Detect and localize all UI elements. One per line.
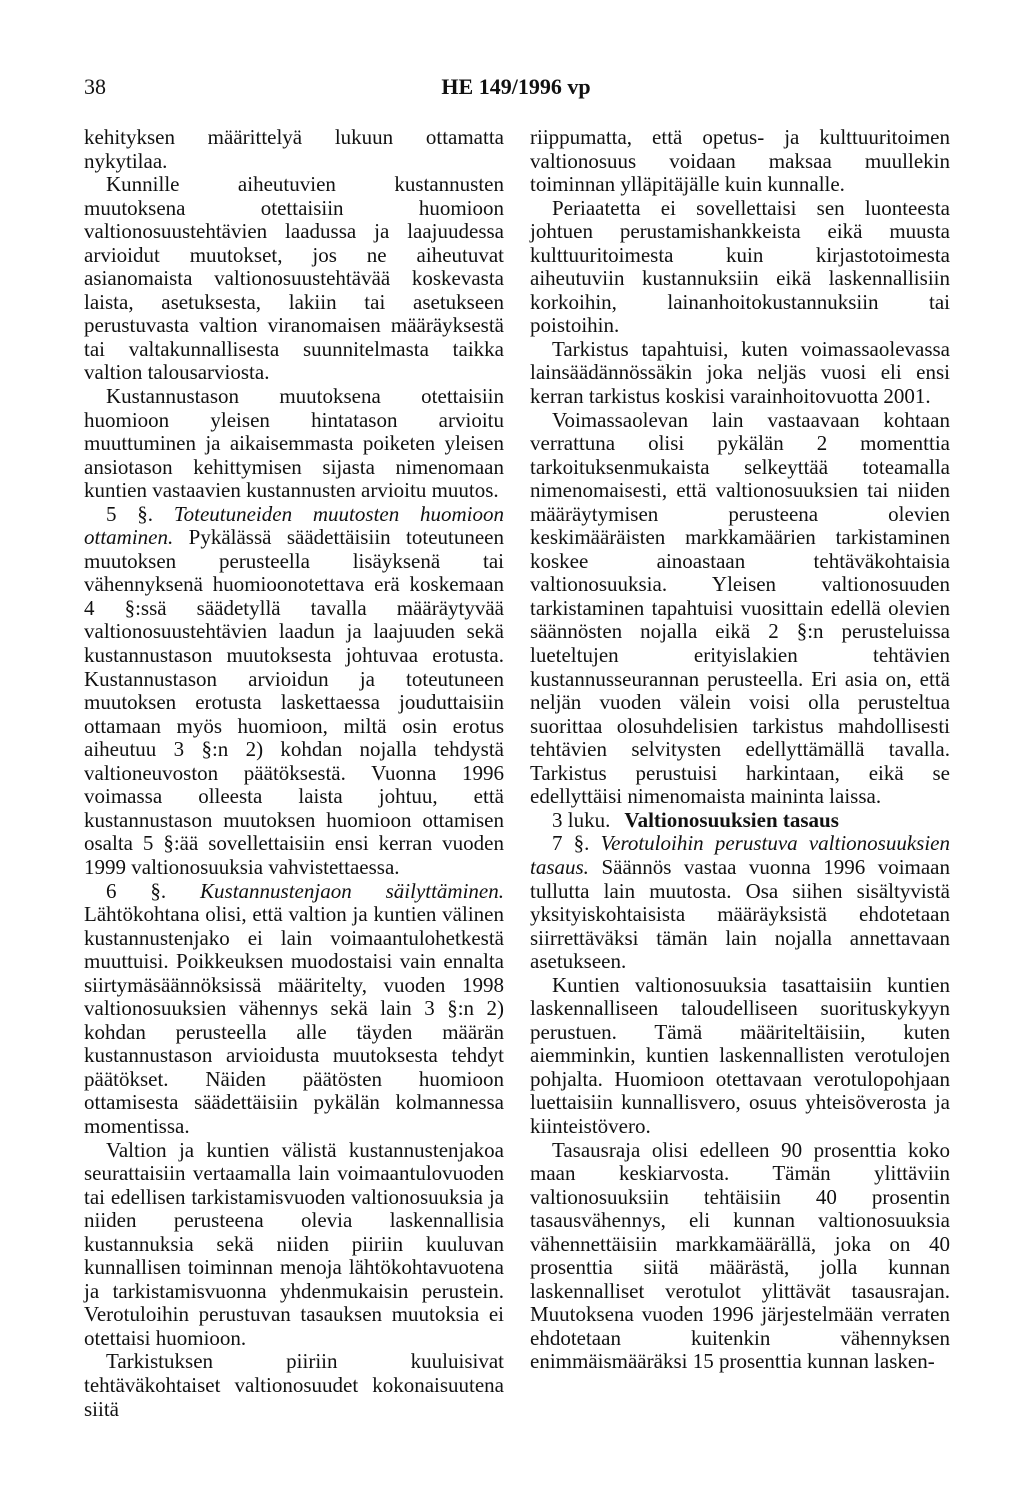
section-text: Pykälässä säädettäisiin toteutuneen muutoksen perusteella lisäyksenä tai vähennyksenä huomioonotettava erä koskemaan 4 §:ssä säädetyllä tavalla määräytyvää valtionosuustehtävien laadun ja laajuuden sekä kustannustason muutoksesta johtuvaa erotusta. Kustannustason arvioidun ja toteutuneen muutoksen erotusta laskettaessa jouduttaisiin ottamaan myös huomioon, miltä osin erotus aiheutuu 3 §:n 2) kohdan nojalla tehdystä valtioneuvoston päätöksestä. Vuonna 1996 voimassa olleesta laista johtuu, että kustannustason muutoksen huomioon ottamisen osalta 5 §:ää sovellettaisiin ensi kerran vuoden 1999 valtionosuuksia vahvistettaessa. <box>84 525 504 879</box>
section-paragraph <box>530 832 950 973</box>
paragraph: Periaatetta ei sovellettaisi sen luonteesta johtuen perustamishankkeista eikä muusta kulttuuritoimesta kuin kirjastotoimesta aiheutuviin kustannuksiin eikä laskennallisiin korkoihin, lainanhoitokustannuksiin tai poistoihin. <box>530 195 950 338</box>
paragraph: Kuntien valtionosuuksia tasattaisiin kuntien laskennalliseen taloudelliseen suorituskykyyn perustuen. Tämä määriteltäisiin, kuten aiemminkin, kuntien laskennallisten verotulojen pohjalta. Huomioon otettavaan verotulopohjaan luettaisiin kunnallisvero, osuus yhteisöverosta ja kiinteistövero. <box>530 972 950 1138</box>
paragraph: Tarkistuksen piiriin kuuluisivat tehtäväkohtaiset valtionosuudet kokonaisuutena siitä <box>84 1349 504 1421</box>
paragraph: Kustannustason muutoksena otettaisiin huomioon yleisen hintatason arvioitu muuttuminen ja aikaisemmasta poiketen yleisen ansiotason kehittymisen sijasta nimenomaan kuntien vastaavien kustannusten arvioitu muutos. <box>84 384 504 503</box>
chapter-number: 3 luku. <box>552 807 611 832</box>
section-text: Säännös vastaa vuonna 1996 voimaan tullutta lain muutosta. Osa siihen sisältyvistä yksityiskohtaisista määräyksistä ehdotetaan siirrettäväksi tämän lain nojalla annettavaan asetukseen. <box>530 854 951 974</box>
section-number: 6 §. <box>106 878 167 903</box>
left-column <box>84 126 504 1421</box>
paragraph: riippumatta, että opetus- ja kulttuuritoimen valtionosuus voidaan maksaa muullekin toiminnan ylläpitäjälle kuin kunnalle. <box>530 125 950 197</box>
page-header <box>84 74 948 104</box>
paragraph: Voimassaolevan lain vastaavaan kohtaan verrattuna olisi pykälän 2 momenttia tarkoituksenmukaista selkeyttää toteamalla nimenomaisesti, että valtionosuuksien tai niiden määräytymisen perusteena olevien keskimääräisten markkamäärien tarkistaminen koskee ainoastaan tehtäväkohtaisia valtionosuuksia. Yleisen valtionosuuden tarkistaminen tapahtuisi vuosittain edellä olevien säännösten nojalla eikä 2 §:n perusteluissa lueteltujen erityislakien tehtävien kustannusseurannan perusteella. Eri asia on, että neljän vuoden välein voisi olla perusteltua suorittaa olosuhdelisien tarkistus mahdollisesti tehtävien selvitysten edellyttämällä tavalla. Tarkistus perustuisi harkintaan, eikä se edellyttäisi nimenomaista maininta laissa. <box>530 407 950 809</box>
page-number: 38 <box>84 74 106 99</box>
section-number: 5 §. <box>106 501 154 526</box>
paragraph: Kunnille aiheutuvien kustannusten muutoksena otettaisiin huomioon valtionosuustehtävien laadussa ja laajuudessa arvioidut muutokset, jos ne aiheutuvat asianomaista valtionosuustehtävää koskevasta laista, asetuksesta, lakiin tai asetukseen perustuvasta valtion viranomaisen määräyksestä tai valtakunnallisesta suunnitelmasta taikka valtion talousarviosta. <box>84 172 504 385</box>
section-title: Verotuloihin perustuva valtionosuuksien tasaus. <box>530 831 951 879</box>
paragraph: Valtion ja kuntien välistä kustannustenjakoa seurattaisiin vertaamalla lain voimaantulovuoden tai edellisen tarkistamisvuoden valtionosuuksia ja niiden perusteena olevia laskennallisia kustannuksia sekä niiden piiriin kuuluvan kunnallisen toiminnan menoja lähtökohtavuotena ja tarkistamisvuonna yhdenmukaisin perustein. Verotuloihin perustuvan tasauksen muutoksia ei otettaisi huomioon. <box>84 1137 504 1350</box>
paragraph: Tarkistus tapahtuisi, kuten voimassaolevassa lainsäädännössäkin joka neljäs vuosi eli ensi kerran tarkistus koskisi varainhoitovuotta 2001. <box>530 336 950 409</box>
section-title: Kustannustenjaon säilyttäminen. <box>200 878 504 903</box>
chapter-title: Valtionosuuksien tasaus <box>624 807 839 832</box>
section-text: Lähtökohtana olisi, että valtion ja kuntien välinen kustannustenjako ei lain voimaantulohetkestä muuttuisi. Poikkeuksen muodostaisi vain ennalta siirtymäsäännöksissä määritelty, vuoden 1998 valtionosuuksien vähennys sekä lain 3 §:n 2) kohdan perusteella alle täyden määrän kustannustason arvioidusta muutoksesta tehdyt päätökset. Näiden päätösten huomioon ottamisesta säädettäisiin pykälän kolmannessa momentissa. <box>84 902 504 1138</box>
paragraph: kehityksen määrittelyä lukuun ottamatta nykytilaa. <box>84 125 504 173</box>
section-number: 7 §. <box>552 831 590 856</box>
right-column <box>530 126 950 1374</box>
paragraph: Tasausraja olisi edelleen 90 prosenttia koko maan keskiarvosta. Tämän ylittäviin valtionosuuksiin tehtäisiin 40 prosentin tasausvähennys, eli kunnan valtionosuuksia vähennettäisiin markkamäärällä, joka on 40 prosenttia siitä määrästä, jolla kunnan laskennalliset verotulot ylittävät tasausrajan. Muutoksena vuoden 1996 järjestelmään verraten ehdotetaan kuitenkin vähennyksen enimmäismääräksi 15 prosenttia kunnan lasken- <box>530 1137 950 1374</box>
section-paragraph <box>84 880 504 1139</box>
section-paragraph <box>84 503 504 880</box>
chapter-heading <box>530 809 950 833</box>
section-title: Toteutuneiden muutosten huomioon ottaminen. <box>84 501 505 550</box>
document-reference: HE 149/1996 vp <box>441 74 591 99</box>
